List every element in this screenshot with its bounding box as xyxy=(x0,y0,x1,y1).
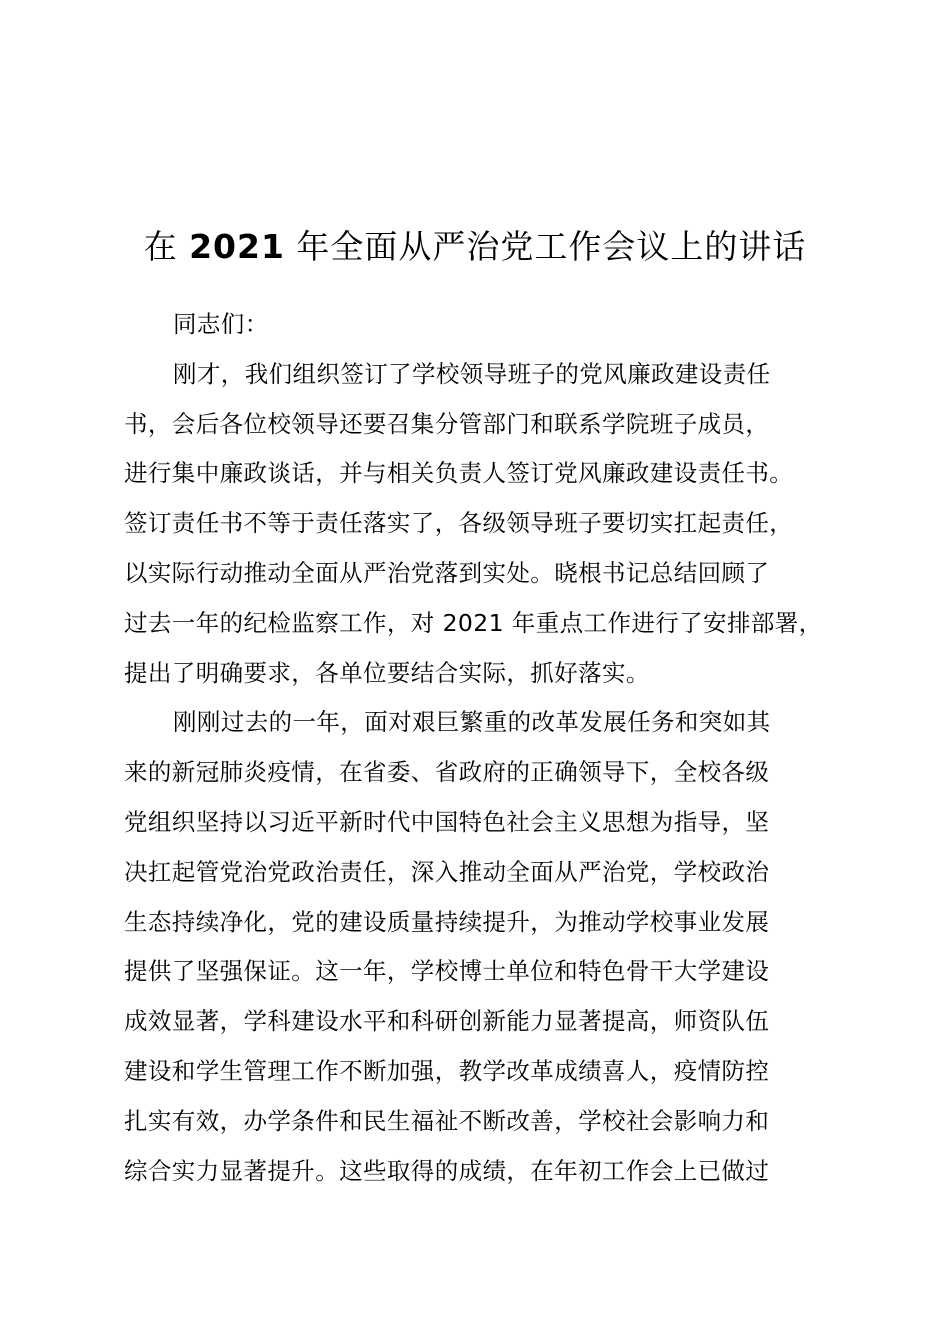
paragraph-line: 党组织坚持以习近平新时代中国特色社会主义思想为指导，坚 xyxy=(124,807,770,836)
document-title xyxy=(0,222,950,272)
paragraph-2 xyxy=(124,698,858,1196)
paragraph-line: 过去一年的纪检监察工作，对 2021 年重点工作进行了安排部署， xyxy=(124,608,823,637)
title-year: 2021 xyxy=(189,227,285,266)
paragraph-line: 成效显著，学科建设水平和科研创新能力显著提高，师资队伍 xyxy=(124,1007,770,1036)
paragraph-line: 生态持续净化，党的建设质量持续提升，为推动学校事业发展 xyxy=(124,907,770,936)
salutation-text: 同志们： xyxy=(173,310,269,338)
paragraph-line: 签订责任书不等于责任落实了，各级领导班子要切实扛起责任， xyxy=(124,509,794,538)
document-body xyxy=(124,300,858,1196)
paragraph-line: 刚刚过去的一年，面对艰巨繁重的改革发展任务和突如其 xyxy=(173,708,771,737)
paragraph-line: 书，会后各位校领导还要召集分管部门和联系学院班子成员， xyxy=(124,409,770,438)
title-prefix: 在 xyxy=(143,227,178,266)
paragraph-1 xyxy=(124,350,858,699)
paragraph-line: 刚才，我们组织签订了学校领导班子的党风廉政建设责任 xyxy=(173,359,771,388)
paragraph-line: 提出了明确要求，各单位要结合实际，抓好落实。 xyxy=(124,658,650,687)
paragraph-line: 提供了坚强保证。这一年，学校博士单位和特色骨干大学建设 xyxy=(124,957,770,986)
paragraph-line: 扎实有效，办学条件和民生福祉不断改善，学校社会影响力和 xyxy=(124,1106,770,1135)
paragraph-line: 以实际行动推动全面从严治党落到实处。晓根书记总结回顾了 xyxy=(124,558,770,587)
paragraph-line: 决扛起管党治党政治责任，深入推动全面从严治党，学校政治 xyxy=(124,857,770,886)
paragraph-line: 进行集中廉政谈话，并与相关负责人签订党风廉政建设责任书。 xyxy=(124,459,794,488)
paragraph-line: 来的新冠肺炎疫情，在省委、省政府的正确领导下，全校各级 xyxy=(124,758,770,787)
paragraph-line: 综合实力显著提升。这些取得的成绩，在年初工作会上已做过 xyxy=(124,1156,770,1185)
title-suffix: 年全面从严治党工作会议上的讲话 xyxy=(296,227,807,266)
paragraph-line: 建设和学生管理工作不断加强，教学改革成绩喜人，疫情防控 xyxy=(124,1056,770,1085)
salutation xyxy=(124,300,858,350)
